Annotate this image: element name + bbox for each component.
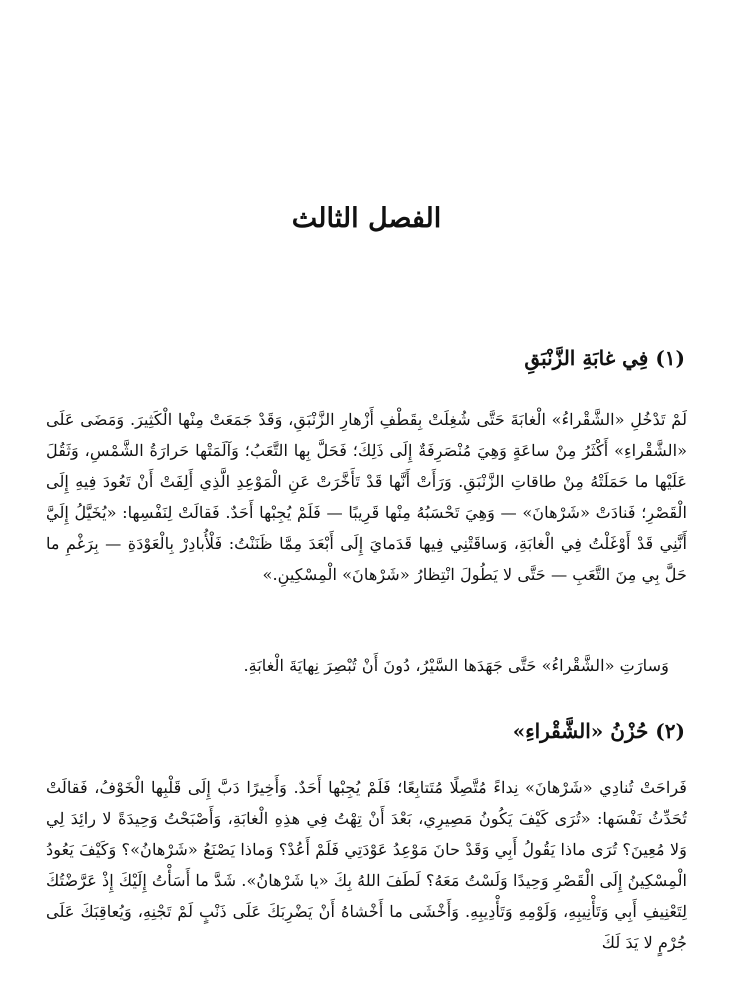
section-heading-1: (١) فِي غابَةِ الزَّنْبَقِ <box>524 346 685 370</box>
paragraph-1: لَمْ تَدْخُلِ «الشَّقْراءُ» الْغابَةَ حَتَّى شُغِلَتْ بِقَطْفِ أَزْهارِ الزَّنْبَقِ، وَقَدْ جَمَعَتْ مِنْها الْكَثِيرَ. وَمَضَى عَلَى «الشَّقْراءِ» أَكْثَرُ مِنْ ساعَةٍ وَهِيَ مُنْصَرِفَةٌ إِلَى ذَلِكَ؛ فَحَلَّ بِها التَّعَبُ؛ وَآلَمَتْها حَرارَةُ الشَّمْسِ، وَثَقُلَ عَلَيْها ما حَمَلَتْهُ مِنْ طاقاتِ الزَّنْبَقِ. وَرَأَتْ أَنَّها قَدْ تَأَخَّرَتْ عَنِ الْمَوْعِدِ الَّذِي أَلِفَتْ أَنْ تَعُودَ فِيهِ إِلَى الْقَصْرِ؛ فَنادَتْ «شَرْهانَ» — وَهِيَ تَحْسَبُهُ مِنْها قَرِيبًا — فَلَمْ يُجِبْها أَحَدٌ. فَقالَتْ لِنَفْسِها: «يُخَيَّلُ إِلَيَّ أَنَّنِي قَدْ أَوْغَلْتُ فِي الْغابَةِ، وَساقَتْنِي فِيها قَدَمايَ إِلَى أَبْعَدَ مِمَّا ظَنَنْتُ: فَلْأُبادِرْ بِالْعَوْدَةِ — بِرَغْمِ ما حَلَّ بِي مِنَ التَّعَبِ — حَتَّى لا يَطُولَ انْتِظارُ «شَرْهانَ» الْمِسْكِينِ.» <box>46 410 687 584</box>
chapter-title: الفصل الثالث <box>291 203 442 234</box>
section-heading-2: (٢) حُزْنُ «الشَّقْراءِ» <box>512 719 685 743</box>
paragraph-3: فَراحَتْ تُنادِي «شَرْهانَ» نِداءً مُتَّصِلًا مُتَتابِعًا؛ فَلَمْ يُجِبْها أَحَدٌ. وَأَخِيرًا دَبَّ إِلَى قَلْبِها الْخَوْفُ، فَقالَتْ تُحَدِّثُ نَفْسَها: «تُرَى كَيْفَ يَكُونُ مَصِيرِي، بَعْدَ أَنْ تِهْتُ فِي هذِهِ الْغابَةِ، وَأَصْبَحْتُ وَحِيدَةً لا رائِدَ لِي وَلا مُعِينَ؟ تُرَى ماذا يَقُولُ أَبِي وَقَدْ حانَ مَوْعِدُ عَوْدَتِي فَلَمْ أَعُدْ؟ وَماذا يَصْنَعُ «شَرْهانُ»؟ وَكَيْفَ يَعُودُ الْمِسْكِينُ إِلَى الْقَصْرِ وَحِيدًا وَلَسْتُ مَعَهُ؟ لَطَفَ اللهُ بِكَ «يا شَرْهانُ». شَدَّ ما أَسَأْتُ إِلَيْكَ إِذْ عَرَّضْتُكَ لِتَعْنِيفِ أَبِي وَتَأْنِيبِهِ، وَلَوْمِهِ وَتَأْدِيبِهِ. وَأَخْشَى ما أَخْشاهُ أَنْ يَضْرِبَكَ عَلَى ذَنْبٍ لَمْ تَجْنِهِ، وَيُعاقِبَكَ عَلَى جُرْمٍ لا يَدَ لَكَ <box>46 778 687 952</box>
paragraph-2: وَسارَتِ «الشَّقْراءُ» حَتَّى جَهَدَها السَّيْرُ، دُونَ أَنْ تُبْصِرَ نِهايَةَ الْغابَةِ. <box>243 656 669 675</box>
